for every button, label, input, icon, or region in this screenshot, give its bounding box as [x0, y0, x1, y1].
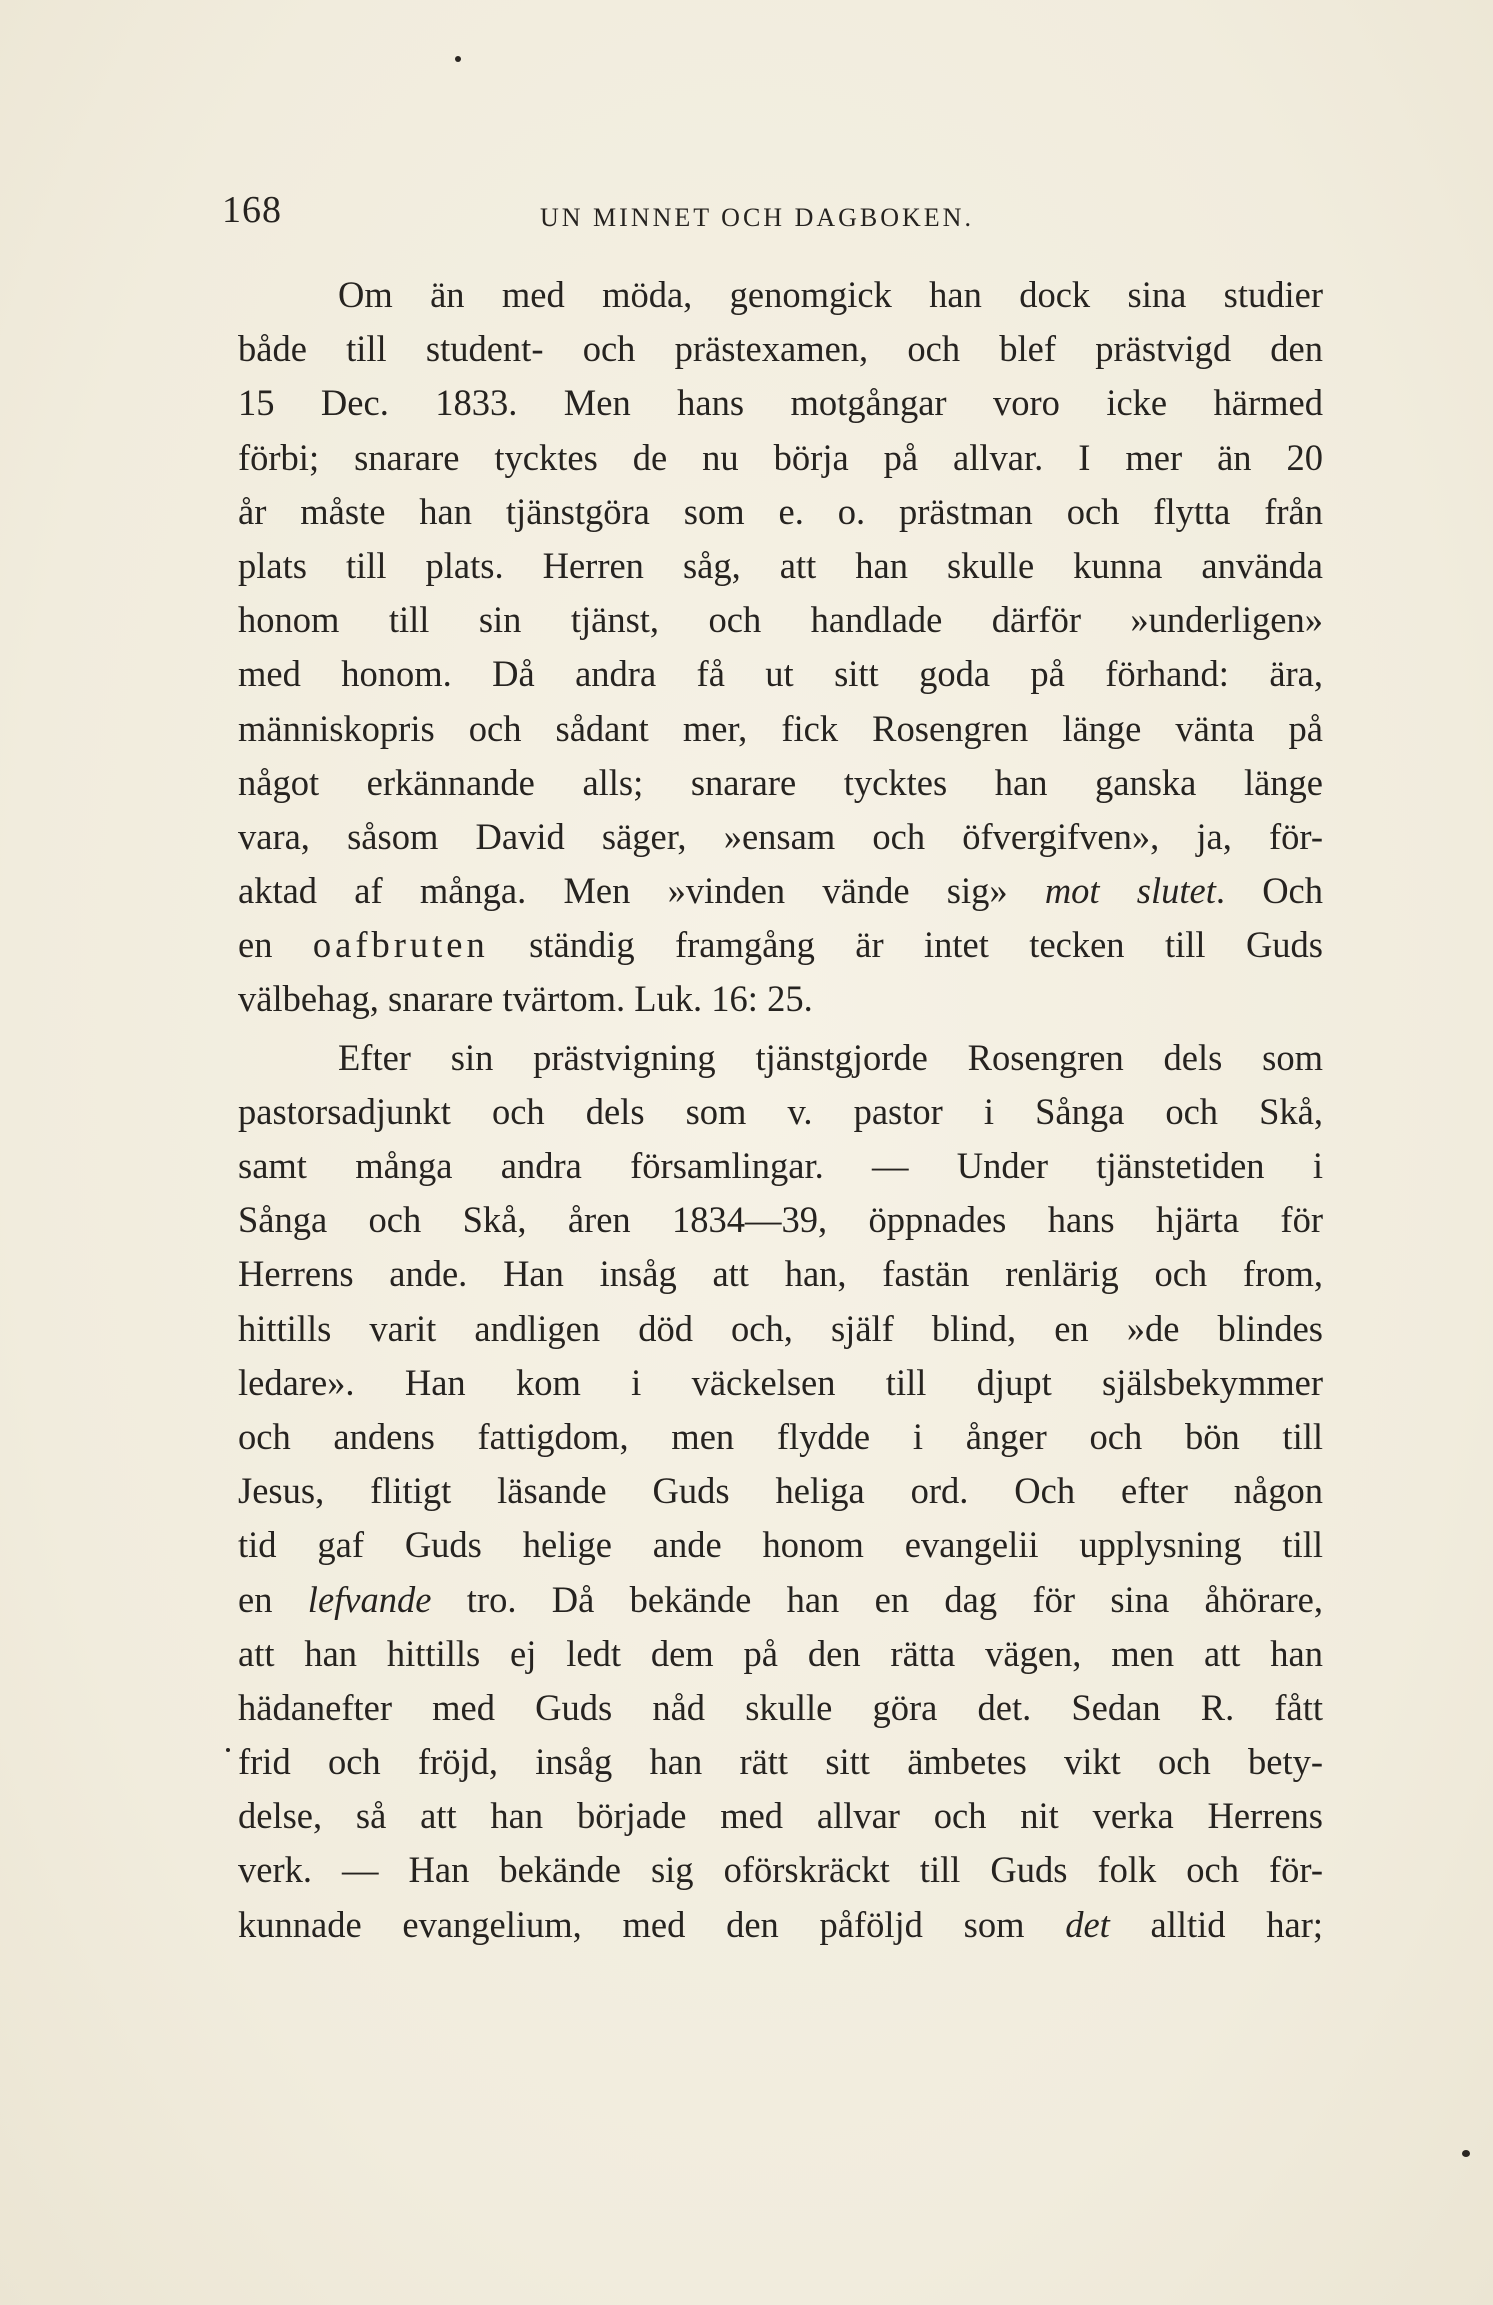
page-header [222, 188, 1332, 248]
text-run: kunnade evangelium, med den påföljd som [238, 1903, 1066, 1945]
page-number: 168 [222, 189, 282, 231]
text-line: människopris och sådant mer, fick Rosengren länge vänta på [238, 707, 1323, 749]
ink-speck [226, 1748, 230, 1752]
text-line: pastorsadjunkt och dels som v. pastor i Sånga och Skå, [238, 1090, 1323, 1132]
text-line: Sånga och Skå, åren 1834—39, öppnades hans hjärta för [238, 1199, 1323, 1241]
text-line: plats till plats. Herren såg, att han skulle kunna använda [238, 544, 1323, 586]
text-run: aktad af många. Men »vinden vände sig» [238, 870, 1045, 912]
paragraph-1 [238, 268, 1323, 1027]
text-line: med honom. Då andra få ut sitt goda på förhand: ära, [238, 653, 1323, 695]
text-line: att han hittills ej ledt dem på den rätta vägen, men att han [238, 1632, 1323, 1674]
running-head: UN MINNET OCH DAGBOKEN. [540, 203, 974, 232]
text-line: hädanefter med Guds nåd skulle göra det. Sedan R. fått [238, 1686, 1323, 1728]
text-line: verk. — Han bekände sig oförskräckt till Guds folk och för- [238, 1849, 1323, 1891]
text-line: Herrens ande. Han insåg att han, fastän renlärig och from, [238, 1253, 1323, 1295]
ink-speck [1462, 2150, 1470, 2157]
text-line [238, 918, 1323, 972]
text-line: och andens fattigdom, men flydde i ånger och bön till [238, 1415, 1323, 1457]
text-run: en [238, 924, 313, 966]
text-line [238, 864, 1323, 918]
text-line: vara, såsom David säger, »ensam och öfvergifven», ja, för- [238, 815, 1323, 857]
text-line: delse, så att han började med allvar och nit verka Herrens [238, 1795, 1323, 1837]
text-run: tro. Då bekände han en dag för sina åhörare, [431, 1578, 1324, 1620]
ink-speck [455, 56, 461, 62]
text-run: en [238, 1578, 308, 1620]
text-line: frid och fröjd, insåg han rätt sitt ämbetes vikt och bety- [238, 1741, 1323, 1783]
text-line: honom till sin tjänst, och handlade därför »underligen» [238, 599, 1323, 641]
spaced-emphasis: oafbruten [312, 924, 489, 966]
text-line: något erkännande alls; snarare tycktes han ganska länge [238, 761, 1323, 803]
text-line: tid gaf Guds helige ande honom evangelii upplysning till [238, 1524, 1323, 1566]
text-run: ständig framgång är intet tecken till Guds [488, 924, 1324, 966]
text-run: . Och [1215, 870, 1324, 912]
text-line: ledare». Han kom i väckelsen till djupt själsbekymmer [238, 1361, 1323, 1403]
text-line: hittills varit andligen död och, själf blind, en »de blindes [238, 1307, 1323, 1349]
text-line: Efter sin prästvigning tjänstgjorde Rosengren dels som [338, 1036, 1323, 1078]
text-line: Om än med möda, genomgick han dock sina studier [338, 274, 1323, 315]
italic-emphasis: lefvande [307, 1578, 432, 1620]
paragraph-2 [238, 1031, 1323, 1952]
text-line [238, 1573, 1323, 1627]
text-line: samt många andra församlingar. — Under tjänstetiden i [238, 1145, 1323, 1186]
text-line: både till student- och prästexamen, och blef prästvigd den [238, 328, 1323, 370]
text-line: välbehag, snarare tvärtom. Luk. 16: 25. [238, 978, 813, 1020]
text-line: 15 Dec. 1833. Men hans motgångar voro icke härmed [238, 382, 1323, 424]
text-line: år måste han tjänstgöra som e. o. prästman och flytta från [238, 490, 1323, 532]
text-run: alltid har; [1109, 1903, 1323, 1945]
italic-emphasis: det [1065, 1903, 1110, 1945]
text-line: förbi; snarare tycktes de nu börja på allvar. I mer än 20 [238, 436, 1323, 478]
body-text [238, 268, 1323, 1952]
text-line [238, 1898, 1323, 1952]
italic-emphasis: mot slutet [1044, 870, 1216, 912]
text-line: Jesus, flitigt läsande Guds heliga ord. Och efter någon [238, 1470, 1323, 1512]
